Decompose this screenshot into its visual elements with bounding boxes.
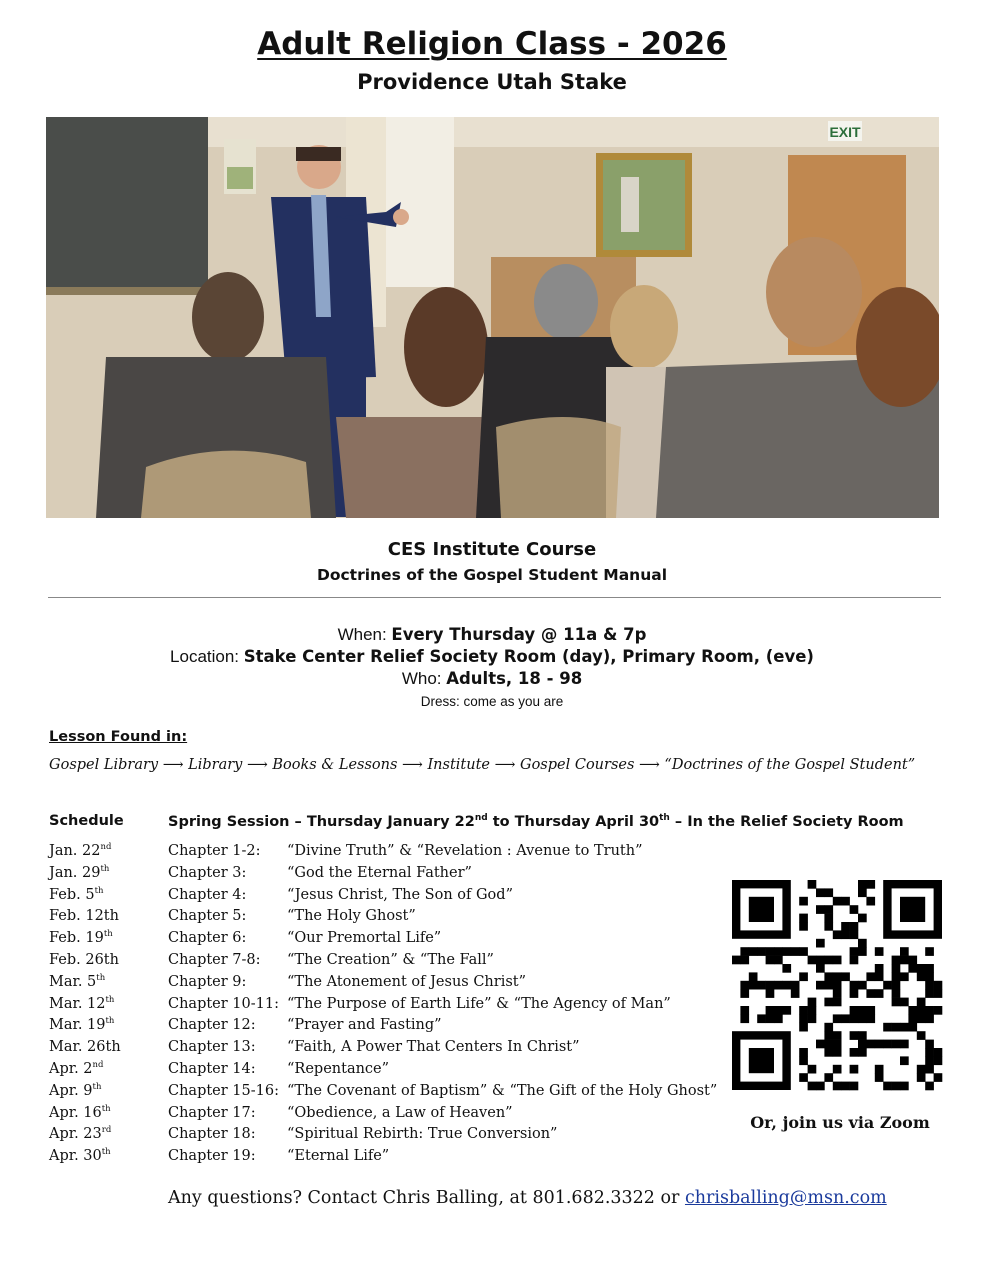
schedule-heading: Schedule [49,813,124,829]
schedule-row [0,994,720,1016]
schedule-topic: “The Purpose of Earth Life” & “The Agency of Man” [287,995,671,1012]
course-subtitle: Doctrines of the Gospel Student Manual [316,566,668,584]
schedule-chapter: Chapter 3: [168,864,247,881]
schedule-date: Jan. 29th [49,863,110,881]
schedule-row [0,1146,720,1168]
schedule-topic: “The Covenant of Baptism” & “The Gift of the Holy Ghost” [287,1082,718,1099]
schedule-topic: “God the Eternal Father” [287,864,472,881]
contact-email-link[interactable]: chrisballing@msn.com [684,1188,887,1208]
schedule-chapter: Chapter 17: [168,1104,256,1121]
zoom-label: Or, join us via Zoom [750,1113,930,1132]
schedule-topic: “Eternal Life” [287,1148,390,1165]
schedule-topic: “Jesus Christ, The Son of God” [287,886,513,903]
schedule-row [0,1103,720,1125]
schedule-row [0,906,720,928]
schedule-row [0,841,720,863]
page-subtitle: Providence Utah Stake [357,70,627,94]
schedule-date: Apr. 16th [49,1103,111,1121]
when-line [0,624,984,646]
who-line [0,668,984,690]
schedule-chapter: Chapter 9: [168,973,247,990]
schedule-date: Feb. 12th [49,908,119,925]
classroom-photo [46,117,939,518]
who-value: Adults, 18 - 98 [446,669,583,688]
zoom-qr-code[interactable] [726,872,954,1098]
schedule-date: Mar. 19th [49,1016,115,1034]
schedule-row [0,1059,720,1081]
schedule-date: Apr. 23rd [49,1125,112,1143]
schedule-topic: “Spiritual Rebirth: True Conversion” [287,1126,558,1143]
schedule-chapter: Chapter 15-16: [168,1082,279,1099]
divider [48,597,941,598]
schedule-chapter: Chapter 19: [168,1148,256,1165]
schedule-topic: “Repentance” [287,1061,390,1077]
schedule-date: Feb. 5th [49,885,104,903]
location-value: Stake Center Relief Society Room (day), Primary Room, (eve) [243,647,814,666]
schedule-chapter: Chapter 5: [168,908,247,925]
schedule-row [0,1015,720,1037]
contact-line [168,1188,887,1208]
who-label: Who: [401,669,447,688]
schedule-date: Apr. 30th [49,1147,111,1165]
schedule-chapter: Chapter 13: [168,1039,256,1056]
schedule-topic: “Our Premortal Life” [287,930,442,947]
schedule-chapter: Chapter 10-11: [168,995,279,1012]
schedule-topic: “Prayer and Fasting” [287,1017,442,1034]
session-heading: Spring Session – Thursday January 22nd to Thursday April 30th – In the Relief Society Room [168,813,904,830]
dress-line: Dress: come as you are [420,694,564,709]
schedule-date: Jan. 22nd [49,842,112,859]
schedule-topic: “Divine Truth” & “Revelation : Avenue to Truth” [287,843,643,859]
schedule-date: Feb. 19th [49,929,113,947]
schedule-chapter: Chapter 4: [168,886,247,903]
schedule-date: Mar. 12th [49,994,115,1012]
schedule-date: Apr. 2nd [49,1060,104,1077]
schedule-chapter: Chapter 6: [168,930,247,947]
schedule-row [0,863,720,885]
when-label: When: [337,625,392,644]
page-title: Adult Religion Class - 2026 [257,26,727,62]
schedule-topic: “The Creation” & “The Fall” [287,952,494,968]
schedule-row [0,950,720,972]
schedule-date: Apr. 9th [49,1081,102,1099]
lesson-heading: Lesson Found in: [49,729,188,745]
lesson-path: Gospel Library ⟶ Library ⟶ Books & Lessons ⟶ Institute ⟶ Gospel Courses ⟶ “Doctrines of the Gospel Student” [49,757,916,773]
schedule-chapter: Chapter 7-8: [168,952,261,968]
schedule-topic: “Faith, A Power That Centers In Christ” [287,1039,580,1056]
schedule-date: Mar. 26th [49,1039,121,1056]
schedule-topic: “The Holy Ghost” [287,908,416,925]
schedule-row [0,1124,720,1146]
exit-sign-text: EXIT [829,124,861,140]
schedule-chapter: Chapter 12: [168,1017,256,1034]
location-label: Location: [170,647,244,666]
schedule-row [0,885,720,907]
course-title: CES Institute Course [387,539,597,560]
schedule-date: Feb. 26th [49,952,119,968]
schedule-row [0,1081,720,1103]
when-value: Every Thursday @ 11a & 7p [391,625,647,644]
schedule-topic: “Obedience, a Law of Heaven” [287,1104,513,1121]
schedule-row [0,928,720,950]
schedule-chapter: Chapter 14: [168,1061,256,1077]
schedule-row [0,972,720,994]
schedule-row [0,1037,720,1059]
schedule-chapter: Chapter 18: [168,1126,256,1143]
schedule-date: Mar. 5th [49,972,106,990]
schedule-topic: “The Atonement of Jesus Christ” [287,973,527,990]
location-line [0,646,984,668]
schedule-chapter: Chapter 1-2: [168,843,261,859]
contact-text: Any questions? Contact Chris Balling, at 801.682.3322 or [168,1188,685,1208]
